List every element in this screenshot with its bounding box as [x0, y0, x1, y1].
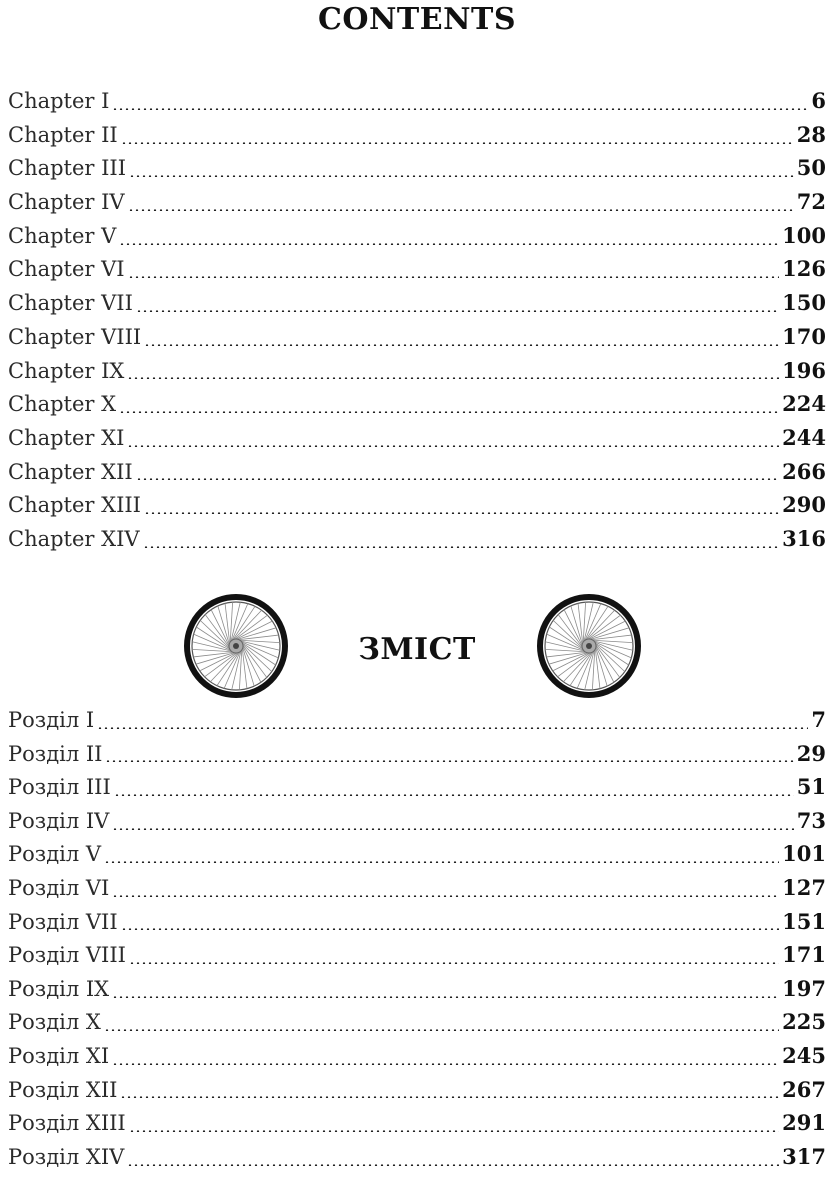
toc-entry-label: Розділ V	[8, 842, 102, 867]
toc-entry	[8, 320, 826, 354]
toc-entry	[8, 1106, 826, 1140]
contents-title: CONTENTS	[317, 2, 517, 37]
toc-entry	[8, 905, 826, 939]
dot-leader	[112, 1063, 779, 1065]
toc-entry	[8, 252, 826, 286]
toc-entry	[8, 703, 826, 737]
toc-entry	[8, 837, 826, 871]
toc-entry	[8, 770, 826, 804]
toc-entry-page: 126	[782, 256, 826, 282]
toc-entry-label: Chapter III	[8, 156, 127, 181]
toc-entry-page: 28	[796, 121, 826, 147]
toc-entry-page: 290	[782, 492, 826, 518]
toc-entry-page: 100	[782, 222, 826, 248]
toc-entry	[8, 421, 826, 455]
dot-leader	[128, 276, 780, 278]
toc-entry-page: 244	[782, 424, 826, 450]
toc-entry	[8, 1073, 826, 1107]
dot-leader	[127, 377, 779, 379]
toc-entry	[8, 1039, 826, 1073]
toc-entry-page: 245	[782, 1042, 826, 1068]
toc-entry-label: Chapter VII	[8, 291, 133, 316]
toc-entry-page: 150	[782, 290, 826, 316]
dot-leader	[112, 996, 779, 998]
dot-leader	[128, 209, 794, 211]
toc-entry	[8, 286, 826, 320]
toc-entry-label: Chapter V	[8, 223, 117, 248]
toc-entry-page: 101	[782, 841, 826, 867]
toc-entry-label: Розділ VIII	[8, 943, 126, 968]
bicycle-wheel-icon	[536, 593, 642, 699]
toc-entry-label: Chapter XII	[8, 459, 133, 484]
toc-entry-page: 267	[782, 1076, 826, 1102]
toc-entry-label: Chapter VI	[8, 257, 125, 282]
toc-entry-page: 316	[782, 525, 826, 551]
toc-entry-label: Розділ I	[8, 708, 95, 732]
dot-leader	[104, 1029, 779, 1031]
dot-leader	[112, 108, 808, 110]
toc-entry-page: 50	[796, 155, 826, 181]
dot-leader	[120, 1096, 779, 1098]
toc-entry-label: Розділ IV	[8, 808, 110, 833]
toc-entry-label: Розділ III	[8, 775, 111, 800]
toc-entry	[8, 219, 826, 253]
toc-entry	[8, 1140, 826, 1174]
dot-leader	[112, 828, 793, 830]
toc-entry-page: 171	[782, 942, 826, 968]
zmist-list	[8, 703, 826, 1173]
dot-leader	[136, 310, 779, 312]
toc-entry-label: Chapter I	[8, 89, 110, 113]
toc-entry-page: 51	[796, 774, 826, 800]
toc-entry-label: Chapter XIII	[8, 493, 141, 518]
dot-leader	[136, 478, 779, 480]
toc-entry	[8, 1005, 826, 1039]
toc-entry	[8, 185, 826, 219]
toc-entry-page: 196	[782, 357, 826, 383]
dot-leader	[112, 895, 779, 897]
dot-leader	[127, 1164, 779, 1166]
toc-entry-page: 151	[782, 908, 826, 934]
toc-entry-page: 127	[782, 874, 826, 900]
toc-entry	[8, 938, 826, 972]
dot-leader	[97, 727, 808, 729]
dot-leader	[114, 794, 794, 796]
toc-entry-label: Chapter XI	[8, 425, 125, 450]
toc-entry-page: 266	[782, 458, 826, 484]
toc-entry-label: Розділ VI	[8, 875, 110, 900]
toc-entry-label: Chapter IX	[8, 358, 125, 383]
toc-entry-label: Chapter II	[8, 122, 118, 147]
dot-leader	[119, 411, 779, 413]
toc-entry-page: 6	[811, 88, 826, 113]
toc-entry	[8, 455, 826, 489]
dot-leader	[144, 512, 779, 514]
dot-leader	[143, 546, 780, 548]
toc-entry-label: Chapter IV	[8, 190, 125, 215]
dot-leader	[121, 928, 780, 930]
dot-leader	[129, 1130, 779, 1132]
toc-entry-page: 72	[796, 189, 826, 215]
dot-leader	[119, 243, 779, 245]
toc-entry-label: Розділ XII	[8, 1077, 118, 1102]
toc-entry-page: 317	[782, 1143, 826, 1169]
toc-entry	[8, 354, 826, 388]
toc-entry-label: Розділ XIV	[8, 1144, 125, 1169]
toc-entry-page: 225	[782, 1009, 826, 1035]
dot-leader	[121, 142, 794, 144]
dot-leader	[129, 962, 779, 964]
toc-entry-label: Chapter VIII	[8, 324, 142, 349]
toc-entry-page: 170	[782, 323, 826, 349]
toc-entry	[8, 737, 826, 771]
dot-leader	[105, 760, 793, 762]
toc-entry-page: 7	[811, 707, 826, 732]
toc-entry-label: Розділ II	[8, 741, 103, 766]
toc-entry	[8, 804, 826, 838]
toc-entry-label: Chapter X	[8, 392, 117, 417]
toc-entry-page: 197	[782, 975, 826, 1001]
dot-leader	[129, 175, 794, 177]
dot-leader	[127, 445, 779, 447]
toc-entry-label: Chapter XIV	[8, 526, 140, 551]
toc-entry	[8, 151, 826, 185]
toc-entry-page: 29	[796, 740, 826, 766]
toc-entry	[8, 488, 826, 522]
toc-entry-label: Розділ VII	[8, 909, 118, 934]
toc-entry	[8, 84, 826, 118]
toc-entry-label: Розділ XI	[8, 1043, 110, 1068]
toc-entry-label: Розділ X	[8, 1010, 101, 1035]
toc-entry	[8, 871, 826, 905]
toc-entry-page: 224	[782, 391, 826, 417]
zmist-title: ЗМІСТ	[358, 632, 476, 667]
dot-leader	[104, 861, 779, 863]
contents-list	[8, 84, 826, 556]
toc-entry	[8, 118, 826, 152]
toc-entry	[8, 387, 826, 421]
toc-entry	[8, 972, 826, 1006]
toc-entry-page: 291	[782, 1110, 826, 1136]
toc-entry-label: Розділ XIII	[8, 1111, 126, 1136]
toc-entry-label: Розділ IX	[8, 976, 110, 1001]
toc-entry	[8, 522, 826, 556]
toc-entry-page: 73	[796, 807, 826, 833]
dot-leader	[144, 344, 779, 346]
